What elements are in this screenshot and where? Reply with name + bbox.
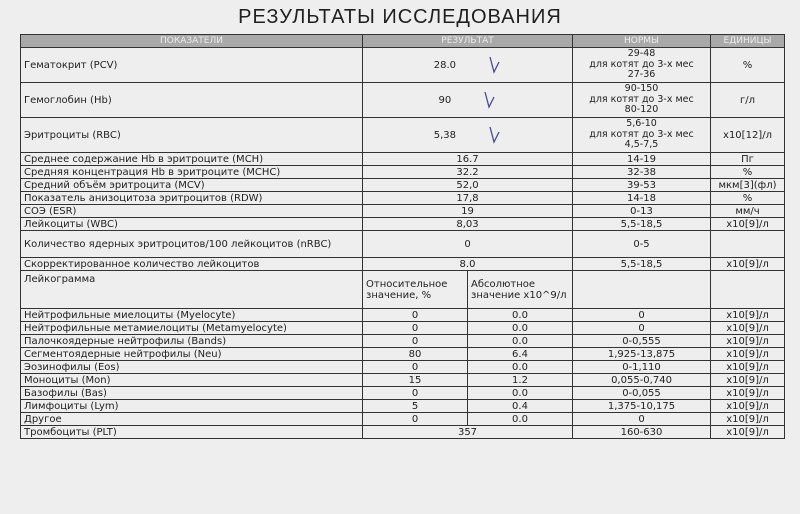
table-row — [21, 192, 785, 205]
row-unit: x10[9]/л — [711, 322, 785, 335]
row-unit: Пг — [711, 153, 785, 166]
row-unit: x10[9]/л — [711, 335, 785, 348]
table-row — [21, 205, 785, 218]
row-relative: 80 — [363, 348, 468, 361]
row-result-cell — [363, 83, 573, 118]
row-norm: 0-0,055 — [573, 387, 711, 400]
leukogram-relative-header: Относительное значение, % — [363, 271, 468, 309]
row-unit: x10[9]/л — [711, 426, 785, 439]
row-result: 8.0 — [363, 258, 573, 271]
row-norm: 5,5-18,5 — [573, 258, 711, 271]
row-name: Базофилы (Bas) — [21, 387, 363, 400]
row-norm: 0 — [573, 413, 711, 426]
table-row — [21, 387, 785, 400]
row-name: Показатель анизоцитоза эритроцитов (RDW) — [21, 192, 363, 205]
row-unit: % — [711, 192, 785, 205]
handwritten-down-arrow-icon — [482, 91, 496, 109]
row-result-cell — [363, 118, 573, 153]
row-name: Тромбоциты (PLT) — [21, 426, 363, 439]
table-row — [21, 348, 785, 361]
row-norm — [573, 118, 711, 153]
row-relative: 0 — [363, 361, 468, 374]
row-norm: 0 — [573, 309, 711, 322]
results-table — [20, 34, 785, 439]
row-result: 17,8 — [363, 192, 573, 205]
row-absolute: 0.0 — [468, 361, 573, 374]
row-norm: 14-18 — [573, 192, 711, 205]
row-relative: 0 — [363, 309, 468, 322]
table-row — [21, 374, 785, 387]
row-unit: % — [711, 48, 785, 83]
row-name: Скорректированное количество лейкоцитов — [21, 258, 363, 271]
row-norm: 5,5-18,5 — [573, 218, 711, 231]
row-result: 32.2 — [363, 166, 573, 179]
row-relative: 0 — [363, 413, 468, 426]
row-name: Эозинофилы (Eos) — [21, 361, 363, 374]
row-result: 5,38 — [433, 130, 457, 141]
row-unit — [711, 231, 785, 258]
norm-kitten: 27-36 — [627, 69, 656, 81]
row-relative: 0 — [363, 335, 468, 348]
table-row — [21, 361, 785, 374]
row-result: 90 — [438, 95, 452, 106]
row-unit: x10[9]/л — [711, 218, 785, 231]
row-relative: 0 — [363, 322, 468, 335]
table-row — [21, 118, 785, 153]
leukogram-unit-header — [711, 271, 785, 309]
row-name: Другое — [21, 413, 363, 426]
row-name: Гемоглобин (Hb) — [21, 83, 363, 118]
row-norm: 0,055-0,740 — [573, 374, 711, 387]
row-name: Моноциты (Mon) — [21, 374, 363, 387]
table-row — [21, 48, 785, 83]
leukogram-header-row — [21, 271, 785, 309]
row-name: Средний объём эритроцита (MCV) — [21, 179, 363, 192]
table-row — [21, 83, 785, 118]
header-units: ЕДИНИЦЫ — [711, 35, 785, 48]
row-unit: x10[9]/л — [711, 400, 785, 413]
row-name: Гематокрит (PCV) — [21, 48, 363, 83]
header-indicators: ПОКАЗАТЕЛИ — [21, 35, 363, 48]
row-unit: x10[12]/л — [711, 118, 785, 153]
row-absolute: 0.0 — [468, 309, 573, 322]
row-unit: x10[9]/л — [711, 374, 785, 387]
leukogram-label: Лейкограмма — [21, 271, 363, 309]
header-result: РЕЗУЛЬТАТ — [363, 35, 573, 48]
row-relative: 5 — [363, 400, 468, 413]
table-row — [21, 309, 785, 322]
row-name: Лимфоциты (Lym) — [21, 400, 363, 413]
table-row — [21, 426, 785, 439]
row-norm — [573, 48, 711, 83]
row-result: 8,03 — [363, 218, 573, 231]
row-norm: 1,375-10,175 — [573, 400, 711, 413]
row-result: 16.7 — [363, 153, 573, 166]
page-title: РЕЗУЛЬТАТЫ ИССЛЕДОВАНИЯ — [238, 6, 562, 28]
row-relative: 0 — [363, 387, 468, 400]
norm-kitten-label: для котят до 3-х мес — [589, 93, 694, 105]
row-absolute: 0.0 — [468, 322, 573, 335]
row-name: Количество ядерных эритроцитов/100 лейкоцитов (nRBC) — [21, 231, 363, 258]
row-name: Средняя концентрация Нb в эритроците (MCHC) — [21, 166, 363, 179]
row-result: 19 — [363, 205, 573, 218]
row-result: 52,0 — [363, 179, 573, 192]
norm-adult: 90-150 — [624, 83, 659, 95]
row-norm: 0-1,110 — [573, 361, 711, 374]
row-norm: 0-5 — [573, 231, 711, 258]
table-row — [21, 322, 785, 335]
table-row — [21, 231, 785, 258]
table-row — [21, 413, 785, 426]
row-unit: г/л — [711, 83, 785, 118]
table-header-row — [21, 35, 785, 48]
row-absolute: 0.4 — [468, 400, 573, 413]
row-name: Палочкоядерные нейтрофилы (Bands) — [21, 335, 363, 348]
row-result: 0 — [363, 231, 573, 258]
row-norm: 32-38 — [573, 166, 711, 179]
norm-kitten-label: для котят до 3-х мес — [589, 128, 694, 140]
row-absolute: 0.0 — [468, 413, 573, 426]
row-name: Лейкоциты (WBC) — [21, 218, 363, 231]
row-result: 28.0 — [433, 60, 457, 71]
row-norm: 39-53 — [573, 179, 711, 192]
norm-kitten: 80-120 — [624, 104, 659, 116]
row-name: СОЭ (ESR) — [21, 205, 363, 218]
row-name: Нейтрофильные миелоциты (Myelocyte) — [21, 309, 363, 322]
table-row — [21, 335, 785, 348]
row-absolute: 0.0 — [468, 335, 573, 348]
row-unit: x10[9]/л — [711, 413, 785, 426]
row-unit: x10[9]/л — [711, 258, 785, 271]
handwritten-down-arrow-icon — [487, 126, 501, 144]
row-unit: x10[9]/л — [711, 387, 785, 400]
table-row — [21, 218, 785, 231]
row-absolute: 0.0 — [468, 387, 573, 400]
row-absolute: 6.4 — [468, 348, 573, 361]
norm-kitten: 4,5-7,5 — [624, 139, 659, 151]
row-unit: x10[9]/л — [711, 348, 785, 361]
row-result: 357 — [363, 426, 573, 439]
leukogram-absolute-header: Абсолютное значение x10^9/л — [468, 271, 573, 309]
row-norm: 0 — [573, 322, 711, 335]
header-norms: НОРМЫ — [573, 35, 711, 48]
table-row — [21, 400, 785, 413]
norm-adult: 5,6-10 — [626, 118, 657, 130]
row-unit: x10[9]/л — [711, 309, 785, 322]
row-unit: x10[9]/л — [711, 361, 785, 374]
row-norm: 1,925-13,875 — [573, 348, 711, 361]
table-row — [21, 166, 785, 179]
row-result-cell — [363, 48, 573, 83]
row-relative: 15 — [363, 374, 468, 387]
table-row — [21, 258, 785, 271]
norm-adult: 29-48 — [627, 48, 656, 60]
leukogram-norm-header — [573, 271, 711, 309]
row-norm: 160-630 — [573, 426, 711, 439]
row-norm — [573, 83, 711, 118]
row-name: Нейтрофильные метамиелоциты (Metamyelocyte) — [21, 322, 363, 335]
table-row — [21, 179, 785, 192]
row-absolute: 1.2 — [468, 374, 573, 387]
table-row — [21, 153, 785, 166]
handwritten-down-arrow-icon — [487, 56, 501, 74]
row-unit: мкм[3](фл) — [711, 179, 785, 192]
row-name: Сегментоядерные нейтрофилы (Neu) — [21, 348, 363, 361]
row-unit: % — [711, 166, 785, 179]
row-unit: мм/ч — [711, 205, 785, 218]
row-name: Среднее содержание Нb в эритроците (MCH) — [21, 153, 363, 166]
row-norm: 0-13 — [573, 205, 711, 218]
row-norm: 14-19 — [573, 153, 711, 166]
norm-kitten-label: для котят до 3-х мес — [589, 58, 694, 70]
row-norm: 0-0,555 — [573, 335, 711, 348]
row-name: Эритроциты (RBC) — [21, 118, 363, 153]
